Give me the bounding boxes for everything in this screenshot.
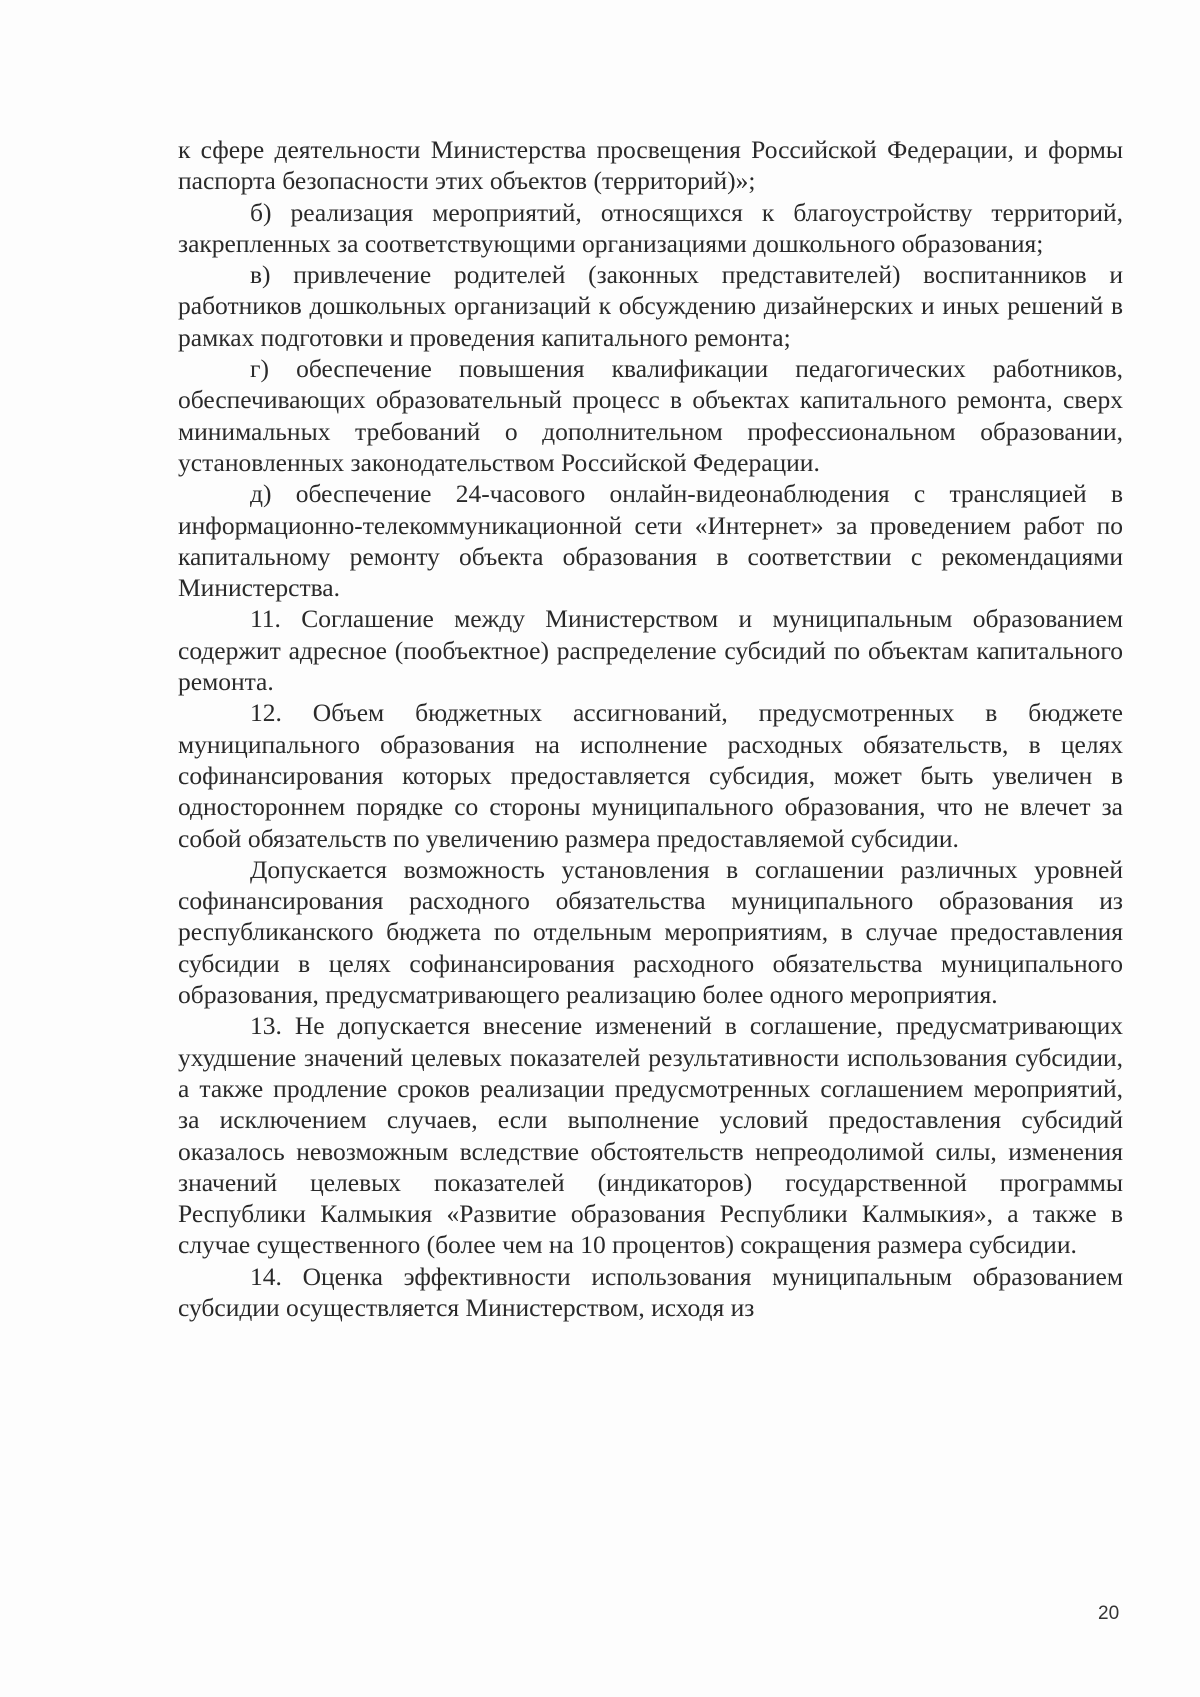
paragraph-clause-13: 13. Не допускается внесение изменений в соглашение, предусматривающих ухудшение значений целевых показателей результативности использования субсидии, а также продление сроков реализации предусмотренных соглашением мероприятий, за исключением случаев, если выполнение условий предоставления субсидий оказалось невозможным вследствие обстоятельств непреодолимой силы, изменения значений целевых показателей (индикаторов) государственной программы Республики Калмыкия «Развитие образования Республики Калмыкия», а также в случае существенного (более чем на 10 процентов) сокращения размера субсидии. bbox=[178, 1011, 1123, 1260]
paragraph-clause-11: 11. Соглашение между Министерством и муниципальным образованием содержит адресное (пообъектное) распределение субсидий по объектам капитального ремонта. bbox=[178, 604, 1123, 697]
paragraph-item-g: г) обеспечение повышения квалификации педагогических работников, обеспечивающих образовательный процесс в объектах капитального ремонта, сверх минимальных требований о дополнительном профессиональном образовании, установленных законодательством Российской Федерации. bbox=[178, 354, 1123, 477]
paragraph-item-d: д) обеспечение 24-часового онлайн-видеонаблюдения с трансляцией в информационно-телекоммуникационной сети «Интернет» за проведением работ по капитальному ремонту объекта образования в соответствии с рекомендациями Министерства. bbox=[178, 479, 1123, 603]
paragraph-continuation: к сфере деятельности Министерства просвещения Российской Федерации, и формы паспорта безопасности этих объектов (территорий)»; bbox=[178, 135, 1123, 196]
paragraph-clause-12: 12. Объем бюджетных ассигнований, предусмотренных в бюджете муниципального образования на исполнение расходных обязательств, в целях софинансирования которых предоставляется субсидия, может быть увеличен в одностороннем порядке со стороны муниципального образования, что не влечет за собой обязательств по увеличению размера предоставляемой субсидии. bbox=[178, 698, 1123, 853]
paragraph-item-v: в) привлечение родителей (законных представителей) воспитанников и работников дошкольных организаций к обсуждению дизайнерских и иных решений в рамках подготовки и проведения капитального ремонта; bbox=[178, 260, 1123, 352]
page-number: 20 bbox=[1098, 1603, 1120, 1624]
paragraph-clause-14: 14. Оценка эффективности использования муниципальным образованием субсидии осуществляется Министерством, исходя из bbox=[178, 1261, 1123, 1322]
paragraph-clause-12-continued: Допускается возможность установления в соглашении различных уровней софинансирования расходного обязательства муниципального образования из республиканского бюджета по отдельным мероприятиям, в случае предоставления субсидии в целях софинансирования расходного обязательства муниципального образования, предусматривающего реализацию более одного мероприятия. bbox=[178, 854, 1123, 1010]
paragraph-item-b: б) реализация мероприятий, относящихся к благоустройству территорий, закрепленных за соответствующими организациями дошкольного образования; bbox=[178, 197, 1123, 258]
document-body bbox=[178, 134, 1123, 1323]
